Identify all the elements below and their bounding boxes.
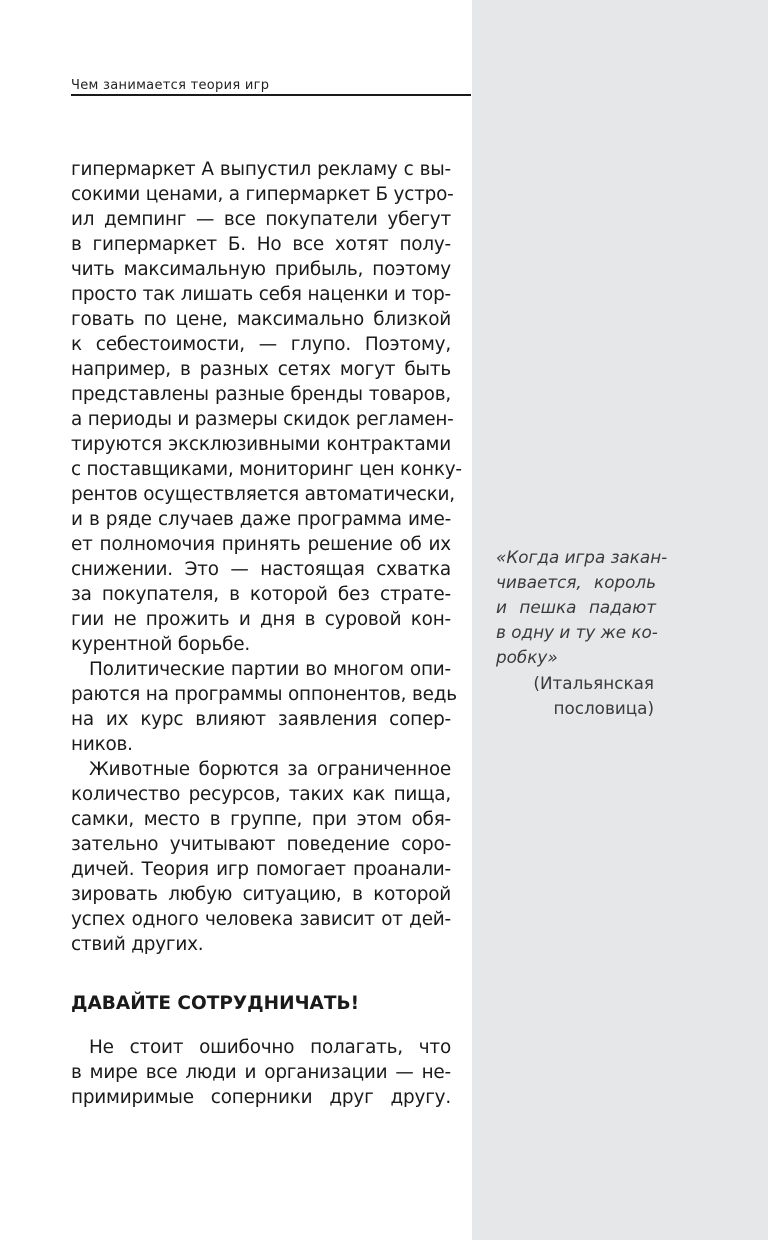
text-line: успех одного человека зависит от дей-: [71, 909, 451, 930]
quote-line: робку»: [496, 647, 558, 667]
text-line: гии не прожить и дня в суровой кон-: [71, 609, 451, 630]
text-line: примиримые соперники друг другу.: [71, 1087, 451, 1108]
quote-line: в одну и ту же ко-: [496, 622, 658, 642]
text-line: количество ресурсов, таких как пища,: [71, 784, 451, 805]
text-line: представлены разные бренды товаров,: [71, 384, 451, 405]
sidebar-quote: [496, 545, 668, 670]
text-line: зательно учитывают поведение соро-: [71, 834, 451, 855]
attribution-line: (Итальянская: [533, 673, 654, 693]
text-line: на их курс влияют заявления сопер-: [71, 709, 451, 730]
quote-line: «Когда игра закан-: [496, 547, 668, 567]
text-line: ников.: [71, 734, 133, 755]
quote-attribution: [496, 671, 654, 721]
text-line: раются на программы оппонентов, ведь: [71, 684, 457, 705]
running-head: Чем занимается теория игр: [71, 78, 471, 96]
text-line: зировать любую ситуацию, в которой: [71, 884, 451, 905]
text-line: говать по цене, максимально близкой: [71, 309, 451, 330]
text-line: Политические партии во многом опи-: [89, 659, 451, 680]
text-line: ил демпинг — все покупатели убегут: [71, 209, 451, 230]
section-paragraph: [71, 1035, 451, 1110]
text-line: курентной борьбе.: [71, 634, 250, 655]
text-line: в мире все люди и организации — не-: [71, 1062, 451, 1083]
text-line: самки, место в группе, при этом обя-: [71, 809, 451, 830]
text-line: гипермаркет А выпустил рекламу с вы-: [71, 159, 451, 180]
text-line: с поставщиками, мониторинг цен конку-: [71, 459, 462, 480]
text-line: снижении. Это — настоящая схватка: [71, 559, 451, 580]
text-line: за покупателя, в которой без страте-: [71, 584, 451, 605]
text-line: а периоды и размеры скидок регламен-: [71, 409, 454, 430]
text-line: тируются эксклюзивными контрактами: [71, 434, 451, 455]
text-line: чить максимальную прибыль, поэтому: [71, 259, 451, 280]
body-paragraphs: [71, 157, 462, 957]
text-line: в гипермаркет Б. Но все хотят полу-: [71, 234, 451, 255]
attribution-line: пословица): [553, 698, 654, 718]
text-line: например, в разных сетях могут быть: [71, 359, 451, 380]
text-line: дичей. Теория игр помогает проанали-: [71, 859, 451, 880]
quote-line: и пешка падают: [496, 597, 656, 617]
text-line: Не стоит ошибочно полагать, что: [89, 1037, 451, 1058]
quote-line: чивается, король: [496, 572, 656, 592]
text-line: и в ряде случаев даже программа име-: [71, 509, 451, 530]
section-heading: ДАВАЙТЕ СОТРУДНИЧАТЬ!: [71, 993, 360, 1014]
text-line: просто так лишать себя наценки и тор-: [71, 284, 451, 305]
text-line: ет полномочия принять решение об их: [71, 534, 451, 555]
text-line: рентов осуществляется автоматически,: [71, 484, 455, 505]
text-line: к себестоимости, — глупо. Поэтому,: [71, 334, 451, 355]
text-line: ствий других.: [71, 934, 204, 955]
text-line: сокими ценами, а гипермаркет Б устро-: [71, 184, 454, 205]
text-line: Животные борются за ограниченное: [89, 759, 451, 780]
